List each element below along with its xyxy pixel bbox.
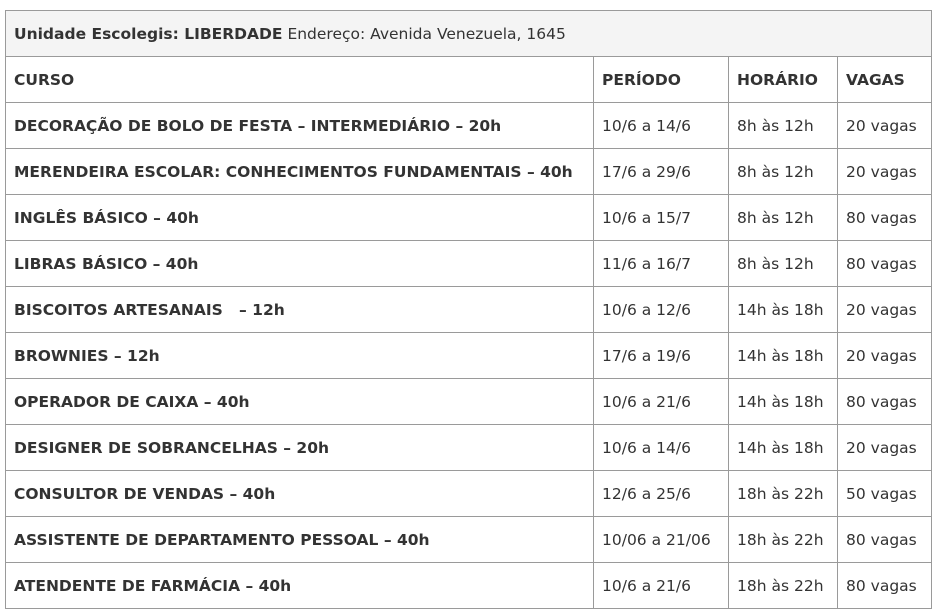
column-header-periodo: PERÍODO <box>594 57 729 103</box>
vacancies-cell: 20 vagas <box>838 287 932 333</box>
table-row <box>6 379 932 425</box>
schedule-cell: 18h às 22h <box>729 563 838 609</box>
period-cell: 10/6 a 21/6 <box>594 563 729 609</box>
course-cell: MERENDEIRA ESCOLAR: CONHECIMENTOS FUNDAMENTAIS – 40h <box>6 149 594 195</box>
course-cell: BISCOITOS ARTESANAIS – 12h <box>6 287 594 333</box>
unit-name: Unidade Escolegis: LIBERDADE <box>14 24 283 43</box>
table-row <box>6 195 932 241</box>
course-cell: DECORAÇÃO DE BOLO DE FESTA – INTERMEDIÁRIO – 20h <box>6 103 594 149</box>
vacancies-cell: 80 vagas <box>838 195 932 241</box>
vacancies-cell: 80 vagas <box>838 563 932 609</box>
table-row <box>6 149 932 195</box>
course-cell: OPERADOR DE CAIXA – 40h <box>6 379 594 425</box>
caption-row <box>6 11 932 57</box>
period-cell: 17/6 a 19/6 <box>594 333 729 379</box>
course-cell: DESIGNER DE SOBRANCELHAS – 20h <box>6 425 594 471</box>
schedule-cell: 8h às 12h <box>729 195 838 241</box>
table-row <box>6 563 932 609</box>
course-cell: INGLÊS BÁSICO – 40h <box>6 195 594 241</box>
schedule-cell: 8h às 12h <box>729 103 838 149</box>
table-row <box>6 425 932 471</box>
table-row <box>6 471 932 517</box>
vacancies-cell: 50 vagas <box>838 471 932 517</box>
course-table-container <box>5 10 931 609</box>
schedule-cell: 14h às 18h <box>729 379 838 425</box>
schedule-cell: 8h às 12h <box>729 241 838 287</box>
vacancies-cell: 20 vagas <box>838 103 932 149</box>
table-row <box>6 103 932 149</box>
column-header-vagas: VAGAS <box>838 57 932 103</box>
period-cell: 10/06 a 21/06 <box>594 517 729 563</box>
course-cell: LIBRAS BÁSICO – 40h <box>6 241 594 287</box>
column-header-curso: CURSO <box>6 57 594 103</box>
period-cell: 11/6 a 16/7 <box>594 241 729 287</box>
schedule-cell: 14h às 18h <box>729 287 838 333</box>
column-header-horario: HORÁRIO <box>729 57 838 103</box>
vacancies-cell: 80 vagas <box>838 241 932 287</box>
header-row <box>6 57 932 103</box>
period-cell: 10/6 a 14/6 <box>594 103 729 149</box>
period-cell: 10/6 a 15/7 <box>594 195 729 241</box>
schedule-cell: 14h às 18h <box>729 333 838 379</box>
course-table <box>5 10 932 609</box>
course-cell: ASSISTENTE DE DEPARTAMENTO PESSOAL – 40h <box>6 517 594 563</box>
period-cell: 17/6 a 29/6 <box>594 149 729 195</box>
table-row <box>6 241 932 287</box>
schedule-cell: 18h às 22h <box>729 517 838 563</box>
period-cell: 10/6 a 14/6 <box>594 425 729 471</box>
vacancies-cell: 80 vagas <box>838 379 932 425</box>
schedule-cell: 14h às 18h <box>729 425 838 471</box>
table-row <box>6 517 932 563</box>
vacancies-cell: 20 vagas <box>838 333 932 379</box>
course-cell: BROWNIES – 12h <box>6 333 594 379</box>
table-row <box>6 333 932 379</box>
vacancies-cell: 80 vagas <box>838 517 932 563</box>
schedule-cell: 8h às 12h <box>729 149 838 195</box>
course-cell: ATENDENTE DE FARMÁCIA – 40h <box>6 563 594 609</box>
period-cell: 10/6 a 12/6 <box>594 287 729 333</box>
unit-address: Endereço: Avenida Venezuela, 1645 <box>287 24 566 43</box>
schedule-cell: 18h às 22h <box>729 471 838 517</box>
period-cell: 12/6 a 25/6 <box>594 471 729 517</box>
vacancies-cell: 20 vagas <box>838 149 932 195</box>
unit-caption <box>6 11 932 57</box>
period-cell: 10/6 a 21/6 <box>594 379 729 425</box>
table-row <box>6 287 932 333</box>
vacancies-cell: 20 vagas <box>838 425 932 471</box>
course-cell: CONSULTOR DE VENDAS – 40h <box>6 471 594 517</box>
